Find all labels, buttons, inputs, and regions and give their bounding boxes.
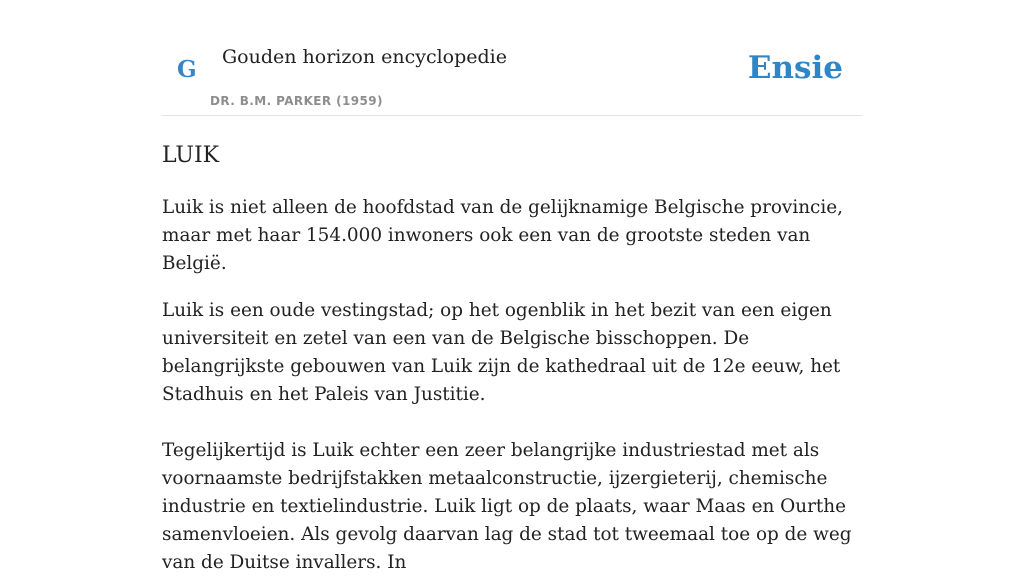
entry-paragraph: Tegelijkertijd is Luik echter een zeer belangrijke industriestad met als voornaamste bedrijfstakken metaalconstructie, ijzergieterij, chemische industrie en textielindustrie. Luik ligt op de plaats, waar Maas en Ourthe samenvloeien. Als gevolg daarvan lag de stad tot tweemaal toe op de weg van de Duitse invallers. In — [162, 440, 852, 573]
page-header — [162, 0, 862, 116]
brand-logo[interactable]: Ensie — [747, 50, 843, 86]
book-logo[interactable]: G — [177, 56, 197, 83]
entry-paragraph: Luik is niet alleen de hoofdstad van de gelijknamige Belgische provincie, maar met haar 154.000 inwoners ook een van de grootste steden van België. — [162, 197, 843, 274]
book-author: DR. B.M. PARKER (1959) — [210, 94, 383, 108]
book-title[interactable]: Gouden horizon encyclopedie — [222, 46, 507, 68]
encyclopedia-page — [162, 0, 862, 577]
entry-title: LUIK — [162, 143, 220, 168]
entry-paragraph: Luik is een oude vestingstad; op het ogenblik in het bezit van een eigen universiteit en zetel van een van de Belgische bisschoppen. De belangrijkste gebouwen van Luik zijn de kathedraal uit de 12e eeuw, het Stadhuis en het Paleis van Justitie. — [162, 300, 841, 405]
